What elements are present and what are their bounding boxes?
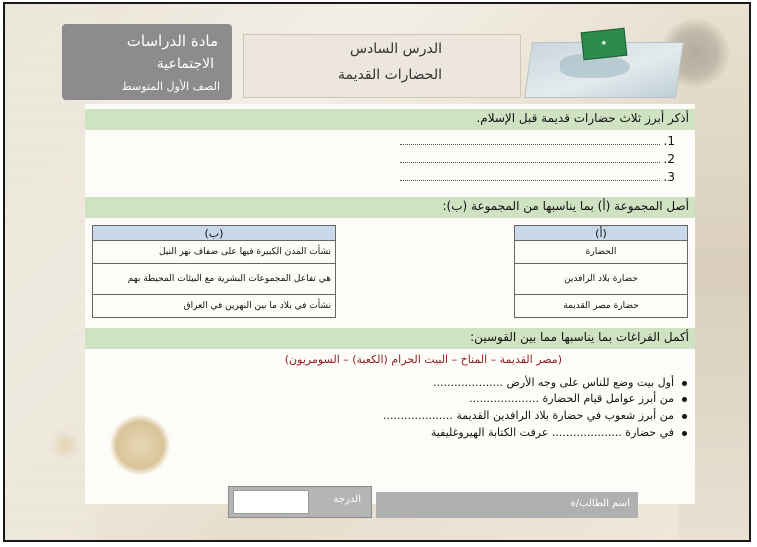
grade-box (228, 486, 372, 518)
fill-blank-item-1[interactable]: أول بيت وضع للناس على وجه الأرض .................... (433, 376, 687, 389)
group-a-item[interactable]: حضارة مصر القديمة (515, 295, 688, 318)
flower-decoration-small (50, 430, 80, 460)
section1-prompt: أذكر أبرز ثلاث حضارات قديمة قبل الإسلام. (476, 111, 689, 125)
section2-bar (85, 197, 695, 218)
grade-label: الدرجة (333, 494, 361, 505)
group-b-item[interactable]: نشأت في بلاد ما بين النهرين في العراق (93, 295, 336, 318)
lesson-title-card (243, 34, 521, 98)
saudi-flag-icon: ★ (581, 28, 628, 60)
section2-prompt: أصل المجموعة (أ) بما يناسبها من المجموعة (ب): (442, 199, 689, 213)
section3-bar (85, 328, 695, 349)
flower-decoration (110, 415, 170, 475)
answer-line-2[interactable]: 2. (400, 152, 675, 166)
group-b-item[interactable]: نشأت المدن الكبيرة فيها على ضفاف نهر النيل (93, 241, 336, 264)
group-b-header: (ب) (93, 226, 336, 241)
bullet-icon (682, 397, 687, 402)
lesson-title: الحضارات القديمة (338, 67, 442, 83)
student-name-label: اسم الطالب/ة (570, 498, 630, 509)
answer-line-3[interactable]: 3. (400, 170, 675, 184)
student-name-field[interactable] (376, 492, 638, 518)
grade-input[interactable] (233, 490, 309, 514)
fill-blank-item-4[interactable]: في حضارة .................... عرفت الكتابة الهيروغليفية (431, 426, 687, 439)
group-a-table (514, 225, 688, 318)
subject-box (62, 24, 232, 100)
section1-bar (85, 109, 695, 130)
group-a-header: (أ) (515, 226, 688, 241)
word-choices: (مصر القديمة – المناخ – البيت الحرام (الكعبة) – السومريون) (284, 353, 562, 366)
group-a-item[interactable]: الحضارة (515, 241, 688, 264)
group-b-table (92, 225, 336, 318)
grade-level: الصف الأول المتوسط (121, 80, 220, 93)
lesson-number: الدرس السادس (349, 41, 442, 57)
bullet-icon (682, 381, 687, 386)
group-a-item[interactable]: حضارة بلاد الرافدين (515, 264, 688, 295)
bullet-icon (682, 431, 687, 436)
fill-blank-item-2[interactable]: من أبرز عوامل قيام الحضارة .................... (469, 392, 687, 405)
bullet-icon (682, 414, 687, 419)
fill-blank-item-3[interactable]: من أبرز شعوب في حضارة بلاد الرافدين القديمة .................... (383, 409, 687, 422)
section3-prompt: أكمل الفراغات بما يناسبها مما بين القوسين: (470, 330, 689, 344)
group-b-item[interactable]: هي تفاعل المجموعات البشرية مع البيئات المحيطة بهم (93, 264, 336, 295)
answer-line-1[interactable]: 1. (400, 134, 675, 148)
subject-line2: الاجتماعية (156, 56, 214, 72)
subject-line1: مادة الدراسات (126, 32, 218, 50)
